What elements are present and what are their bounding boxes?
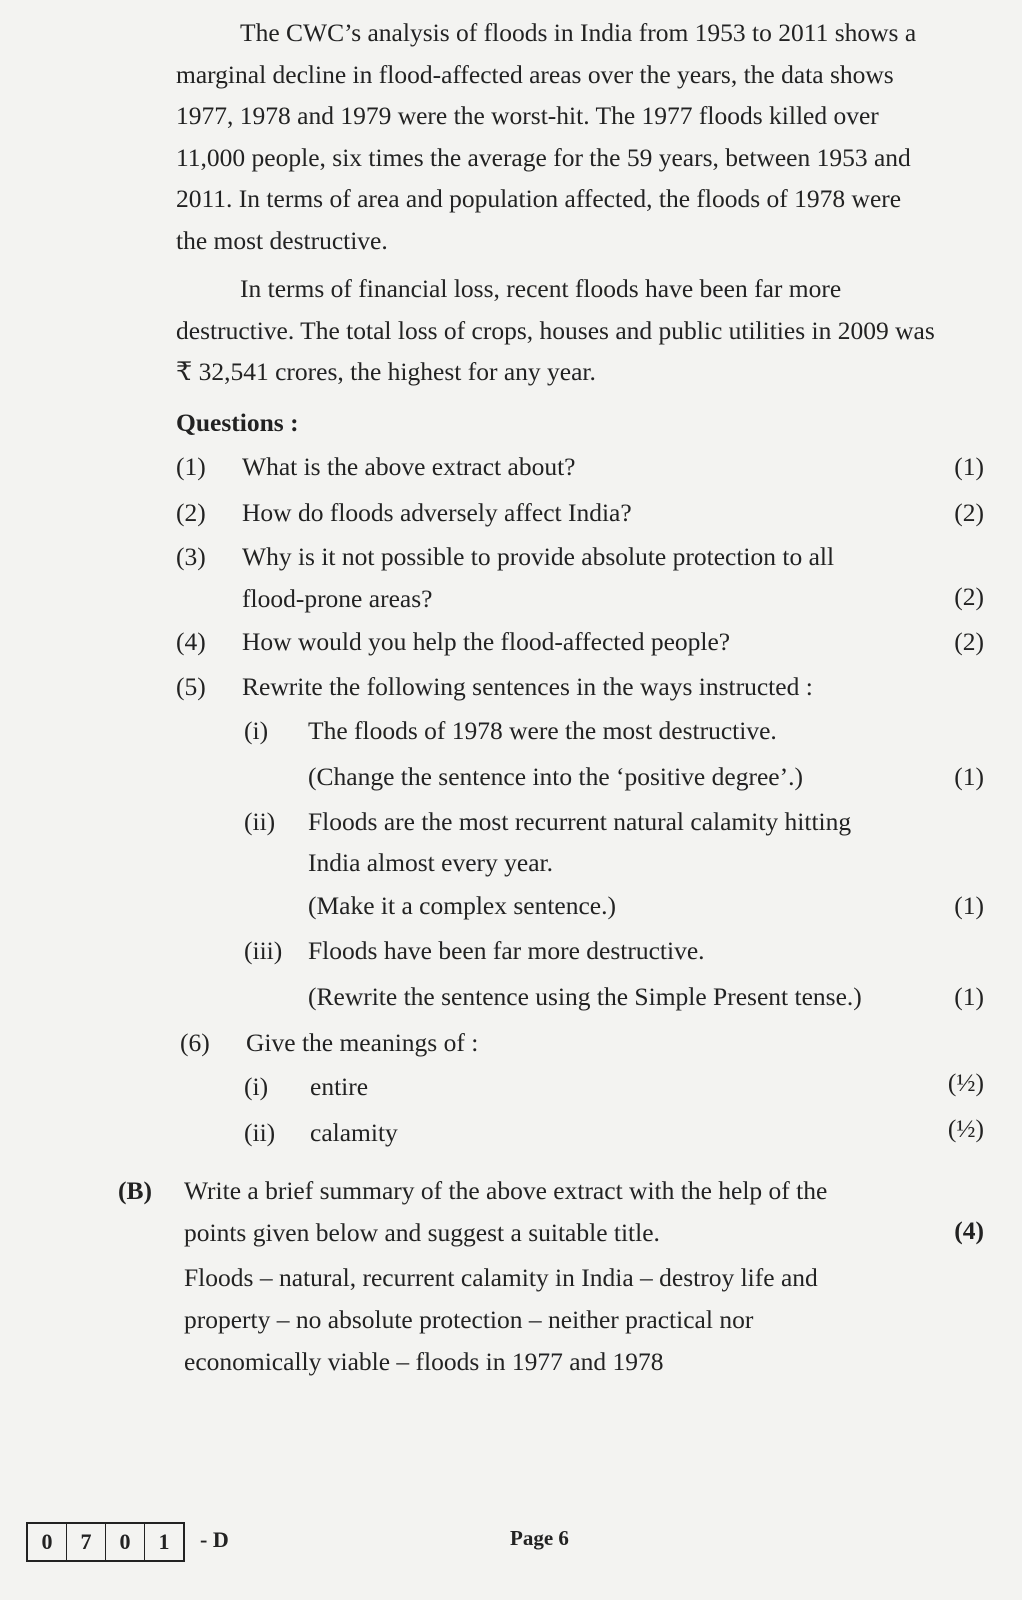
paper-code-digit: 7 (67, 1524, 106, 1560)
q6-ii-number: (ii) (244, 1118, 276, 1147)
section-b-points-line3: economically viable – floods in 1977 and 1978 (184, 1347, 664, 1376)
passage-paragraph-2-text: In terms of financial loss, recent floods have been far more destructive. The total loss of crops, houses and public utilities in 2009 was ₹ 32,541 crores, the highest for any year. (176, 274, 935, 386)
paper-code-digit: 0 (106, 1524, 145, 1560)
q5-iii-number: (iii) (244, 936, 283, 965)
paper-code-digit: 0 (28, 1524, 67, 1560)
q3-text-line1: Why is it not possible to provide absolute protection to all (242, 542, 835, 571)
q6-i-marks: (½) (947, 1068, 984, 1097)
section-b-points-line2: property – no absolute protection – neither practical nor (184, 1305, 754, 1334)
q4-marks: (2) (954, 627, 984, 656)
q6-number: (6) (180, 1028, 210, 1057)
q4-number: (4) (176, 627, 206, 656)
q5-i-line2: (Change the sentence into the ‘positive degree’.) (308, 762, 803, 791)
q3-text-line2: flood-prone areas? (242, 584, 433, 613)
paper-code-digit: 1 (158, 1529, 170, 1554)
q5-i-marks: (1) (954, 762, 984, 791)
q6-ii-marks: (½) (947, 1114, 984, 1143)
q1-number: (1) (176, 452, 206, 481)
page-number: Page 6 (510, 1526, 569, 1550)
q6-text: Give the meanings of : (246, 1028, 479, 1057)
q5-ii-line1: Floods are the most recurrent natural calamity hitting (308, 807, 852, 836)
q5-iii-marks: (1) (954, 982, 984, 1011)
questions-heading: Questions : (176, 408, 299, 437)
q5-iii-line1: Floods have been far more destructive. (308, 936, 705, 965)
q5-text: Rewrite the following sentences in the ways instructed : (242, 672, 813, 701)
q2-marks: (2) (954, 498, 984, 527)
q1-marks: (1) (954, 452, 984, 481)
q2-text: How do floods adversely affect India? (242, 498, 632, 527)
q1-text: What is the above extract about? (242, 452, 576, 481)
paper-code-suffix: - D (200, 1527, 229, 1552)
passage-paragraph-2 (176, 268, 936, 393)
q3-marks: (2) (954, 582, 984, 611)
section-b-line1: Write a brief summary of the above extract with the help of the (184, 1176, 828, 1205)
q6-i-number: (i) (244, 1072, 269, 1101)
q5-ii-number: (ii) (244, 807, 276, 836)
q5-number: (5) (176, 672, 206, 701)
section-b-line2: points given below and suggest a suitable title. (184, 1218, 660, 1247)
passage-paragraph-1 (176, 12, 936, 261)
q5-iii-line2: (Rewrite the sentence using the Simple Present tense.) (308, 982, 862, 1011)
q6-ii-text: calamity (310, 1118, 398, 1147)
q5-ii-line2: India almost every year. (308, 848, 553, 877)
q5-i-number: (i) (244, 716, 269, 745)
passage-paragraph-1-text: The CWC’s analysis of floods in India from 1953 to 2011 shows a marginal decline in flood-affected areas over the years, the data shows 1977, 1978 and 1979 were the worst-hit. The 1977 floods killed over 11,000 people, six times the average for the 59 years, between 1953 and 2011. In terms of area and population affected, the floods of 1978 were the most destructive. (176, 18, 917, 255)
q4-text: How would you help the flood-affected people? (242, 627, 731, 656)
section-b-points-line1: Floods – natural, recurrent calamity in India – destroy life and (184, 1263, 818, 1292)
q2-number: (2) (176, 498, 206, 527)
q6-i-text: entire (310, 1072, 369, 1101)
q5-ii-marks: (1) (954, 891, 984, 920)
paper-code-box (26, 1522, 185, 1562)
section-b-label: (B) (118, 1176, 152, 1205)
q3-number: (3) (176, 542, 206, 571)
q5-i-line1: The floods of 1978 were the most destructive. (308, 716, 777, 745)
q5-ii-line3: (Make it a complex sentence.) (308, 891, 616, 920)
section-b-marks: (4) (954, 1216, 984, 1245)
